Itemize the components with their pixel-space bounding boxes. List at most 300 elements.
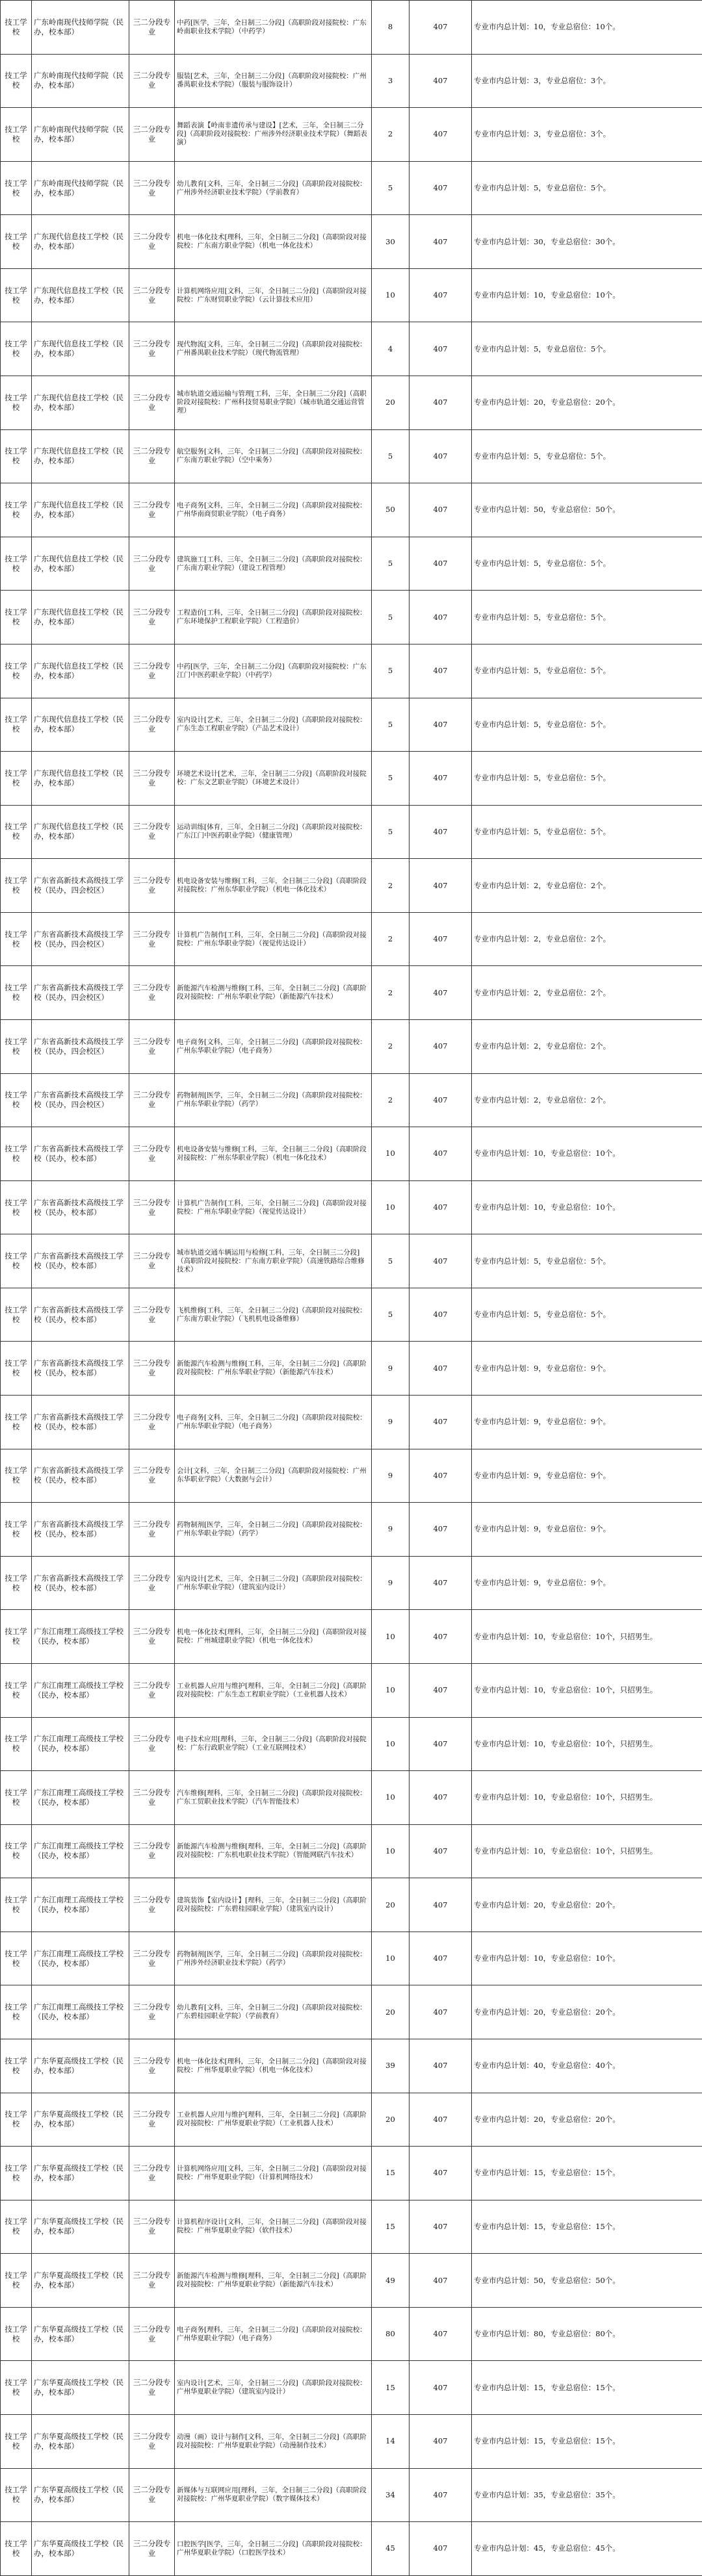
school-name-cell: 广东省高新技术高级技工学校（民办，校本部） <box>32 1180 129 1234</box>
school-type-cell: 技工学校 <box>1 161 32 215</box>
program-mode-cell: 三二分段专业 <box>129 2254 175 2308</box>
major-detail-cell: 工业机器人应用与维护[理科，三年，全日制三二分段]（高职阶段对接院校：广州华夏职业学院）（工业机器人技术） <box>175 2093 372 2147</box>
school-name-cell: 广东华夏高级技工学校（民办，校本部） <box>32 2147 129 2200</box>
remark-cell: 专业市内总计划：35，专业总宿位：35个。 <box>472 2468 702 2522</box>
remark-cell: 专业市内总计划：10，专业总宿位：10个，只招男生。 <box>472 1824 702 1878</box>
remark-cell: 专业市内总计划：50，专业总宿位：50个。 <box>472 483 702 537</box>
plan-count-cell: 5 <box>372 1288 410 1342</box>
remark-cell: 专业市内总计划：3，专业总宿位：3个。 <box>472 54 702 108</box>
plan-count-cell: 2 <box>372 966 410 1020</box>
program-mode-cell: 三二分段专业 <box>129 2468 175 2522</box>
plan-count-cell: 5 <box>372 644 410 698</box>
remark-cell: 专业市内总计划：45，专业总宿位：45个。 <box>472 2522 702 2576</box>
min-score-cell: 407 <box>410 1180 472 1234</box>
plan-count-cell: 2 <box>372 1019 410 1073</box>
school-type-cell: 技工学校 <box>1 1663 32 1717</box>
school-type-cell: 技工学校 <box>1 108 32 162</box>
table-row <box>1 752 702 806</box>
remark-cell: 专业市内总计划：10，专业总宿位：10个，只招男生。 <box>472 1771 702 1825</box>
remark-cell: 专业市内总计划：5，专业总宿位：5个。 <box>472 161 702 215</box>
plan-count-cell: 2 <box>372 1073 410 1127</box>
major-detail-cell: 口腔医学[医学，三年，全日制三二分段]（高职阶段对接院校：广州华夏职业学院）（口腔医学技术） <box>175 2522 372 2576</box>
school-type-cell: 技工学校 <box>1 805 32 859</box>
program-mode-cell: 三二分段专业 <box>129 322 175 376</box>
program-mode-cell: 三二分段专业 <box>129 1771 175 1825</box>
table-row <box>1 2522 702 2576</box>
plan-count-cell: 5 <box>372 161 410 215</box>
school-name-cell: 广东华夏高级技工学校（民办，校本部） <box>32 2361 129 2415</box>
remark-cell: 专业市内总计划：5，专业总宿位：5个。 <box>472 429 702 483</box>
school-name-cell: 广东现代信息技工学校（民办，校本部） <box>32 591 129 644</box>
plan-count-cell: 34 <box>372 2468 410 2522</box>
plan-count-cell: 10 <box>372 1610 410 1664</box>
remark-cell: 专业市内总计划：2，专业总宿位：2个。 <box>472 859 702 913</box>
table-row <box>1 2093 702 2147</box>
school-name-cell: 广东现代信息技工学校（民办，校本部） <box>32 752 129 806</box>
min-score-cell: 407 <box>410 2093 472 2147</box>
school-type-cell: 技工学校 <box>1 1610 32 1664</box>
table-row <box>1 1342 702 1396</box>
program-mode-cell: 三二分段专业 <box>129 1449 175 1503</box>
school-name-cell: 广东省高新技术高级技工学校（民办，校本部） <box>32 1556 129 1610</box>
plan-count-cell: 10 <box>372 1663 410 1717</box>
school-name-cell: 广东江南理工高级技工学校（民办，校本部） <box>32 1985 129 2039</box>
school-name-cell: 广东省高新技术高级技工学校（民办，四会校区） <box>32 859 129 913</box>
remark-cell: 专业市内总计划：2，专业总宿位：2个。 <box>472 1073 702 1127</box>
school-name-cell: 广东现代信息技工学校（民办，校本部） <box>32 322 129 376</box>
remark-cell: 专业市内总计划：9，专业总宿位：9个。 <box>472 1503 702 1557</box>
plan-count-cell: 20 <box>372 376 410 430</box>
table-row <box>1 966 702 1020</box>
plan-count-cell: 10 <box>372 1717 410 1771</box>
plan-count-cell: 49 <box>372 2254 410 2308</box>
min-score-cell: 407 <box>410 2415 472 2469</box>
plan-count-cell: 45 <box>372 2522 410 2576</box>
school-name-cell: 广东省高新技术高级技工学校（民办，校本部） <box>32 1503 129 1557</box>
school-type-cell: 技工学校 <box>1 1342 32 1396</box>
major-detail-cell: 新能源汽车检测与维修[工科，三年，全日制三二分段]（高职阶段对接院校：广州东华职业学院）（新能源汽车技术） <box>175 1342 372 1396</box>
table-row <box>1 1610 702 1664</box>
school-type-cell: 技工学校 <box>1 2039 32 2093</box>
plan-count-cell: 20 <box>372 1985 410 2039</box>
program-mode-cell: 三二分段专业 <box>129 1234 175 1288</box>
program-mode-cell: 三二分段专业 <box>129 1556 175 1610</box>
plan-count-cell: 9 <box>372 1342 410 1396</box>
school-type-cell: 技工学校 <box>1 2200 32 2254</box>
min-score-cell: 407 <box>410 2361 472 2415</box>
plan-count-cell: 8 <box>372 1 410 55</box>
major-detail-cell: 药物制剂[医学，三年，全日制三二分段]（高职阶段对接院校：广州东华职业学院）（药学） <box>175 1503 372 1557</box>
major-detail-cell: 新能源汽车检测与维修[理科，三年，全日制三二分段]（高职阶段对接院校：广州华夏职业学院）（新能源汽车技术） <box>175 2254 372 2308</box>
table-row <box>1 322 702 376</box>
min-score-cell: 407 <box>410 215 472 269</box>
remark-cell: 专业市内总计划：15，专业总宿位：15个。 <box>472 2415 702 2469</box>
plan-count-cell: 10 <box>372 1824 410 1878</box>
major-detail-cell: 药物制剂[医学，三年，全日制三二分段]（高职阶段对接院校：广州涉外经济职业技术学院）（药学） <box>175 1932 372 1985</box>
program-mode-cell: 三二分段专业 <box>129 591 175 644</box>
program-mode-cell: 三二分段专业 <box>129 537 175 591</box>
min-score-cell: 407 <box>410 1342 472 1396</box>
school-type-cell: 技工学校 <box>1 1771 32 1825</box>
remark-cell: 专业市内总计划：80，专业总宿位：80个。 <box>472 2307 702 2361</box>
major-detail-cell: 环境艺术设计[艺术，三年，全日制三二分段]（高职阶段对接院校：广东文艺职业学院）（环境艺术设计） <box>175 752 372 806</box>
plan-count-cell: 3 <box>372 54 410 108</box>
min-score-cell: 407 <box>410 1234 472 1288</box>
min-score-cell: 407 <box>410 966 472 1020</box>
min-score-cell: 407 <box>410 752 472 806</box>
min-score-cell: 407 <box>410 1288 472 1342</box>
school-name-cell: 广东省高新技术高级技工学校（民办，校本部） <box>32 1396 129 1449</box>
min-score-cell: 407 <box>410 2254 472 2308</box>
remark-cell: 专业市内总计划：9，专业总宿位：9个。 <box>472 1396 702 1449</box>
school-name-cell: 广东华夏高级技工学校（民办，校本部） <box>32 2039 129 2093</box>
table-row <box>1 108 702 162</box>
school-name-cell: 广东现代信息技工学校（民办，校本部） <box>32 268 129 322</box>
remark-cell: 专业市内总计划：5，专业总宿位：5个。 <box>472 752 702 806</box>
min-score-cell: 407 <box>410 108 472 162</box>
remark-cell: 专业市内总计划：2，专业总宿位：2个。 <box>472 966 702 1020</box>
plan-count-cell: 15 <box>372 2147 410 2200</box>
table-row <box>1 1878 702 1932</box>
school-type-cell: 技工学校 <box>1 752 32 806</box>
min-score-cell: 407 <box>410 2307 472 2361</box>
program-mode-cell: 三二分段专业 <box>129 2415 175 2469</box>
remark-cell: 专业市内总计划：2，专业总宿位：2个。 <box>472 1019 702 1073</box>
school-name-cell: 广东江南理工高级技工学校（民办，校本部） <box>32 1663 129 1717</box>
min-score-cell: 407 <box>410 429 472 483</box>
school-name-cell: 广东现代信息技工学校（民办，校本部） <box>32 644 129 698</box>
program-mode-cell: 三二分段专业 <box>129 429 175 483</box>
school-name-cell: 广东省高新技术高级技工学校（民办，校本部） <box>32 1342 129 1396</box>
table-row <box>1 859 702 913</box>
remark-cell: 专业市内总计划：3，专业总宿位：3个。 <box>472 108 702 162</box>
remark-cell: 专业市内总计划：5，专业总宿位：5个。 <box>472 644 702 698</box>
remark-cell: 专业市内总计划：10，专业总宿位：10个，只招男生。 <box>472 1610 702 1664</box>
school-name-cell: 广东江南理工高级技工学校（民办，校本部） <box>32 1932 129 1985</box>
program-mode-cell: 三二分段专业 <box>129 268 175 322</box>
program-mode-cell: 三二分段专业 <box>129 483 175 537</box>
plan-count-cell: 20 <box>372 2093 410 2147</box>
program-mode-cell: 三二分段专业 <box>129 1663 175 1717</box>
min-score-cell: 407 <box>410 268 472 322</box>
school-name-cell: 广东省高新技术高级技工学校（民办，四会校区） <box>32 1073 129 1127</box>
major-detail-cell: 建筑施工[工科，三年，全日制三二分段]（高职阶段对接院校：广东南方职业学院）（建设工程管理） <box>175 537 372 591</box>
school-type-cell: 技工学校 <box>1 429 32 483</box>
school-name-cell: 广东江南理工高级技工学校（民办，校本部） <box>32 1824 129 1878</box>
major-detail-cell: 建筑装饰【室内设计】[理科，三年，全日制三二分段]（高职阶段对接院校：广东碧桂园职业学院）（建筑室内设计） <box>175 1878 372 1932</box>
school-type-cell: 技工学校 <box>1 2522 32 2576</box>
remark-cell: 专业市内总计划：10，专业总宿位：10个。 <box>472 1932 702 1985</box>
major-detail-cell: 室内设计[艺术，三年，全日制三二分段]（高职阶段对接院校：广东生态工程职业学院）（产品艺术设计） <box>175 698 372 752</box>
school-name-cell: 广东华夏高级技工学校（民办，校本部） <box>32 2522 129 2576</box>
table-row <box>1 1449 702 1503</box>
min-score-cell: 407 <box>410 2522 472 2576</box>
major-detail-cell: 新能源汽车检测与维修[理科，三年，全日制三二分段]（高职阶段对接院校：广东机电职业技术学院）（智能网联汽车技术） <box>175 1824 372 1878</box>
remark-cell: 专业市内总计划：5，专业总宿位：5个。 <box>472 1288 702 1342</box>
table-body <box>1 1 702 2576</box>
min-score-cell: 407 <box>410 1985 472 2039</box>
table-row <box>1 429 702 483</box>
major-detail-cell: 运动训练[体育，三年，全日制三二分段]（高职阶段对接院校：广东江门中医药职业学院）（健康管理） <box>175 805 372 859</box>
plan-count-cell: 10 <box>372 268 410 322</box>
table-row <box>1 1717 702 1771</box>
program-mode-cell: 三二分段专业 <box>129 752 175 806</box>
plan-count-cell: 80 <box>372 2307 410 2361</box>
major-detail-cell: 计算机网络应用[文科，三年，全日制三二分段]（高职阶段对接院校：广州华夏职业学院）（计算机网络技术） <box>175 2147 372 2200</box>
table-row <box>1 2147 702 2200</box>
table-row <box>1 1824 702 1878</box>
school-name-cell: 广东省高新技术高级技工学校（民办，四会校区） <box>32 966 129 1020</box>
program-mode-cell: 三二分段专业 <box>129 1503 175 1557</box>
table-row <box>1 1288 702 1342</box>
major-detail-cell: 现代物流[文科，三年，全日制三二分段]（高职阶段对接院校：广州番禺职业技术学院）（现代物流管理） <box>175 322 372 376</box>
table-row <box>1 2468 702 2522</box>
table-row <box>1 215 702 269</box>
remark-cell: 专业市内总计划：20，专业总宿位：20个。 <box>472 1878 702 1932</box>
school-type-cell: 技工学校 <box>1 1824 32 1878</box>
remark-cell: 专业市内总计划：9，专业总宿位：9个。 <box>472 1342 702 1396</box>
major-detail-cell: 飞机维修[工科，三年，全日制三二分段]（高职阶段对接院校：广东南方职业学院）（飞机机电设备维修） <box>175 1288 372 1342</box>
remark-cell: 专业市内总计划：20，专业总宿位：20个。 <box>472 2093 702 2147</box>
school-type-cell: 技工学校 <box>1 537 32 591</box>
school-name-cell: 广东省高新技术高级技工学校（民办，四会校区） <box>32 912 129 966</box>
school-name-cell: 广东江南理工高级技工学校（民办，校本部） <box>32 1878 129 1932</box>
program-mode-cell: 三二分段专业 <box>129 161 175 215</box>
plan-count-cell: 5 <box>372 805 410 859</box>
remark-cell: 专业市内总计划：10，专业总宿位：10个，只招男生。 <box>472 1717 702 1771</box>
major-detail-cell: 电子商务[理科，三年，全日制三二分段]（高职阶段对接院校：广州华夏职业学院）（电子商务） <box>175 2307 372 2361</box>
program-mode-cell: 三二分段专业 <box>129 1610 175 1664</box>
major-detail-cell: 中药[医学，三年，全日制三二分段]（高职阶段对接院校：广东江门中医药职业学院）（中药学） <box>175 644 372 698</box>
program-mode-cell: 三二分段专业 <box>129 2361 175 2415</box>
major-detail-cell: 室内设计[艺术，三年，全日制三二分段]（高职阶段对接院校：广州华夏职业学院）（建筑室内设计） <box>175 2361 372 2415</box>
plan-count-cell: 10 <box>372 1932 410 1985</box>
table-row <box>1 1127 702 1181</box>
program-mode-cell: 三二分段专业 <box>129 2147 175 2200</box>
min-score-cell: 407 <box>410 1824 472 1878</box>
table-row <box>1 1180 702 1234</box>
min-score-cell: 407 <box>410 1878 472 1932</box>
table-row <box>1 268 702 322</box>
school-type-cell: 技工学校 <box>1 1556 32 1610</box>
min-score-cell: 407 <box>410 161 472 215</box>
school-name-cell: 广东省高新技术高级技工学校（民办，校本部） <box>32 1127 129 1181</box>
school-type-cell: 技工学校 <box>1 1878 32 1932</box>
major-detail-cell: 幼儿教育[文科，三年，全日制三二分段]（高职阶段对接院校：广州涉外经济职业技术学院）（学前教育） <box>175 161 372 215</box>
plan-count-cell: 2 <box>372 912 410 966</box>
program-mode-cell: 三二分段专业 <box>129 2522 175 2576</box>
school-type-cell: 技工学校 <box>1 966 32 1020</box>
program-mode-cell: 三二分段专业 <box>129 1288 175 1342</box>
plan-count-cell: 4 <box>372 322 410 376</box>
school-type-cell: 技工学校 <box>1 2093 32 2147</box>
plan-count-cell: 50 <box>372 483 410 537</box>
program-mode-cell: 三二分段专业 <box>129 644 175 698</box>
major-detail-cell: 幼儿教育[文科，三年，全日制三二分段]（高职阶段对接院校：广东碧桂园职业学院）（学前教育） <box>175 1985 372 2039</box>
program-mode-cell: 三二分段专业 <box>129 1717 175 1771</box>
table-row <box>1 537 702 591</box>
table-row <box>1 1019 702 1073</box>
table-row <box>1 805 702 859</box>
min-score-cell: 407 <box>410 1771 472 1825</box>
school-name-cell: 广东华夏高级技工学校（民办，校本部） <box>32 2468 129 2522</box>
program-mode-cell: 三二分段专业 <box>129 1932 175 1985</box>
remark-cell: 专业市内总计划：50，专业总宿位：50个。 <box>472 2254 702 2308</box>
school-type-cell: 技工学校 <box>1 2147 32 2200</box>
school-type-cell: 技工学校 <box>1 2361 32 2415</box>
school-name-cell: 广东江南理工高级技工学校（民办，校本部） <box>32 1771 129 1825</box>
table-row <box>1 161 702 215</box>
min-score-cell: 407 <box>410 1663 472 1717</box>
program-mode-cell: 三二分段专业 <box>129 376 175 430</box>
remark-cell: 专业市内总计划：9，专业总宿位：9个。 <box>472 1449 702 1503</box>
remark-cell: 专业市内总计划：40，专业总宿位：40个。 <box>472 2039 702 2093</box>
school-name-cell: 广东现代信息技工学校（民办，校本部） <box>32 483 129 537</box>
major-detail-cell: 城市轨道交通运输与管理[工科，三年，全日制三二分段]（高职阶段对接院校：广州科技贸易职业学院）（城市轨道交通运营管理） <box>175 376 372 430</box>
table-row <box>1 1771 702 1825</box>
table-row <box>1 54 702 108</box>
plan-count-cell: 5 <box>372 752 410 806</box>
program-mode-cell: 三二分段专业 <box>129 2200 175 2254</box>
min-score-cell: 407 <box>410 1127 472 1181</box>
table-row <box>1 1396 702 1449</box>
plan-count-cell: 10 <box>372 1180 410 1234</box>
plan-count-cell: 5 <box>372 698 410 752</box>
major-detail-cell: 舞蹈表演【岭南非遗传承与建设】[艺术，三年，全日制三二分段]（高职阶段对接院校：广州涉外经济职业技术学院）（舞蹈表演） <box>175 108 372 162</box>
school-type-cell: 技工学校 <box>1 1503 32 1557</box>
min-score-cell: 407 <box>410 1932 472 1985</box>
school-type-cell: 技工学校 <box>1 1073 32 1127</box>
major-detail-cell: 工业机器人应用与维护[理科，三年，全日制三二分段]（高职阶段对接院校：广东生态工程职业学院）（工业机器人技术） <box>175 1663 372 1717</box>
table-row <box>1 2307 702 2361</box>
school-name-cell: 广东岭南现代技师学院（民办，校本部） <box>32 161 129 215</box>
school-name-cell: 广东省高新技术高级技工学校（民办，校本部） <box>32 1288 129 1342</box>
school-type-cell: 技工学校 <box>1 1449 32 1503</box>
remark-cell: 专业市内总计划：15，专业总宿位：15个。 <box>472 2147 702 2200</box>
school-name-cell: 广东华夏高级技工学校（民办，校本部） <box>32 2415 129 2469</box>
school-type-cell: 技工学校 <box>1 644 32 698</box>
plan-count-cell: 2 <box>372 859 410 913</box>
min-score-cell: 407 <box>410 483 472 537</box>
major-detail-cell: 药物制剂[医学，三年，全日制三二分段]（高职阶段对接院校：广州东华职业学院）（药学） <box>175 1073 372 1127</box>
min-score-cell: 407 <box>410 54 472 108</box>
school-name-cell: 广东华夏高级技工学校（民办，校本部） <box>32 2093 129 2147</box>
plan-count-cell: 9 <box>372 1503 410 1557</box>
program-mode-cell: 三二分段专业 <box>129 1396 175 1449</box>
min-score-cell: 407 <box>410 1073 472 1127</box>
school-name-cell: 广东省高新技术高级技工学校（民办，校本部） <box>32 1449 129 1503</box>
program-mode-cell: 三二分段专业 <box>129 1824 175 1878</box>
program-mode-cell: 三二分段专业 <box>129 1985 175 2039</box>
remark-cell: 专业市内总计划：15，专业总宿位：15个。 <box>472 2361 702 2415</box>
min-score-cell: 407 <box>410 2468 472 2522</box>
major-detail-cell: 机电一体化技术[理科，三年，全日制三二分段]（高职阶段对接院校：广州城建职业学院）（机电一体化技术） <box>175 1610 372 1664</box>
major-detail-cell: 汽车维修[理科，三年，全日制三二分段]（高职阶段对接院校：广东工贸职业技术学院）（汽车智能技术） <box>175 1771 372 1825</box>
table-row <box>1 1073 702 1127</box>
min-score-cell: 407 <box>410 1449 472 1503</box>
table-row <box>1 591 702 644</box>
remark-cell: 专业市内总计划：10，专业总宿位：10个。 <box>472 1180 702 1234</box>
school-name-cell: 广东省高新技术高级技工学校（民办，校本部） <box>32 1234 129 1288</box>
school-name-cell: 广东华夏高级技工学校（民办，校本部） <box>32 2254 129 2308</box>
major-detail-cell: 电子商务[文科，三年，全日制三二分段]（高职阶段对接院校：广州东华职业学院）（电子商务） <box>175 1396 372 1449</box>
plan-count-cell: 9 <box>372 1396 410 1449</box>
school-name-cell: 广东岭南现代技师学院（民办，校本部） <box>32 108 129 162</box>
program-mode-cell: 三二分段专业 <box>129 859 175 913</box>
program-mode-cell: 三二分段专业 <box>129 1 175 55</box>
school-name-cell: 广东现代信息技工学校（民办，校本部） <box>32 429 129 483</box>
program-mode-cell: 三二分段专业 <box>129 2307 175 2361</box>
program-mode-cell: 三二分段专业 <box>129 912 175 966</box>
major-detail-cell: 电子商务[文科，三年，全日制三二分段]（高职阶段对接院校：广州华南商贸职业学院）（电子商务） <box>175 483 372 537</box>
min-score-cell: 407 <box>410 1610 472 1664</box>
major-detail-cell: 计算机广告制作[工科，三年，全日制三二分段]（高职阶段对接院校：广州东华职业学院）（视觉传达设计） <box>175 1180 372 1234</box>
min-score-cell: 407 <box>410 644 472 698</box>
school-type-cell: 技工学校 <box>1 1127 32 1181</box>
remark-cell: 专业市内总计划：15，专业总宿位：15个。 <box>472 2200 702 2254</box>
remark-cell: 专业市内总计划：5，专业总宿位：5个。 <box>472 537 702 591</box>
table-row <box>1 1663 702 1717</box>
major-detail-cell: 计算机程序设计[文科，三年，全日制三二分段]（高职阶段对接院校：广州华夏职业学院）（软件技术） <box>175 2200 372 2254</box>
program-mode-cell: 三二分段专业 <box>129 1019 175 1073</box>
table-row <box>1 698 702 752</box>
school-name-cell: 广东省高新技术高级技工学校（民办，四会校区） <box>32 1019 129 1073</box>
program-mode-cell: 三二分段专业 <box>129 698 175 752</box>
table-row <box>1 483 702 537</box>
school-type-cell: 技工学校 <box>1 1 32 55</box>
table-row <box>1 1932 702 1985</box>
major-detail-cell: 城市轨道交通车辆运用与检修[工科，三年，全日制三二分段]（高职阶段对接院校：广东南方职业学院）（高速铁路综合维修技术） <box>175 1234 372 1288</box>
program-mode-cell: 三二分段专业 <box>129 805 175 859</box>
school-type-cell: 技工学校 <box>1 215 32 269</box>
program-mode-cell: 三二分段专业 <box>129 2093 175 2147</box>
school-name-cell: 广东华夏高级技工学校（民办，校本部） <box>32 2307 129 2361</box>
table-row <box>1 2200 702 2254</box>
plan-count-cell: 14 <box>372 2415 410 2469</box>
major-detail-cell: 中药[医学，三年，全日制三二分段]（高职阶段对接院校：广东岭南职业技术学院）（中药学） <box>175 1 372 55</box>
major-detail-cell: 电子技术应用[理科，三年，全日制三二分段]（高职阶段对接院校：广东行政职业学院）（工业互联网技术） <box>175 1717 372 1771</box>
plan-count-cell: 9 <box>372 1556 410 1610</box>
min-score-cell: 407 <box>410 859 472 913</box>
school-name-cell: 广东岭南现代技师学院（民办，校本部） <box>32 54 129 108</box>
plan-count-cell: 5 <box>372 537 410 591</box>
program-mode-cell: 三二分段专业 <box>129 1878 175 1932</box>
school-type-cell: 技工学校 <box>1 1288 32 1342</box>
major-detail-cell: 计算机网络应用[文科，三年，全日制三二分段]（高职阶段对接院校：广东财贸职业学院）（云计算技术应用） <box>175 268 372 322</box>
school-type-cell: 技工学校 <box>1 376 32 430</box>
school-name-cell: 广东现代信息技工学校（民办，校本部） <box>32 537 129 591</box>
min-score-cell: 407 <box>410 1396 472 1449</box>
plan-count-cell: 2 <box>372 108 410 162</box>
program-mode-cell: 三二分段专业 <box>129 1073 175 1127</box>
remark-cell: 专业市内总计划：20，专业总宿位：20个。 <box>472 1985 702 2039</box>
major-detail-cell: 机电一体化技术[理科，三年，全日制三二分段]（高职阶段对接院校：广东南方职业学院）（机电一体化技术） <box>175 215 372 269</box>
school-type-cell: 技工学校 <box>1 1019 32 1073</box>
table-row <box>1 2254 702 2308</box>
major-detail-cell: 室内设计[艺术，三年，全日制三二分段]（高职阶段对接院校：广州东华职业学院）（建筑室内设计） <box>175 1556 372 1610</box>
major-detail-cell: 会计[文科，三年，全日制三二分段]（高职阶段对接院校：广州东华职业学院）（大数据与会计） <box>175 1449 372 1503</box>
plan-count-cell: 5 <box>372 1234 410 1288</box>
school-type-cell: 技工学校 <box>1 1932 32 1985</box>
min-score-cell: 407 <box>410 2200 472 2254</box>
remark-cell: 专业市内总计划：5，专业总宿位：5个。 <box>472 805 702 859</box>
program-mode-cell: 三二分段专业 <box>129 108 175 162</box>
school-type-cell: 技工学校 <box>1 268 32 322</box>
program-mode-cell: 三二分段专业 <box>129 2039 175 2093</box>
remark-cell: 专业市内总计划：10，专业总宿位：10个。 <box>472 1127 702 1181</box>
school-type-cell: 技工学校 <box>1 859 32 913</box>
plan-count-cell: 10 <box>372 1771 410 1825</box>
